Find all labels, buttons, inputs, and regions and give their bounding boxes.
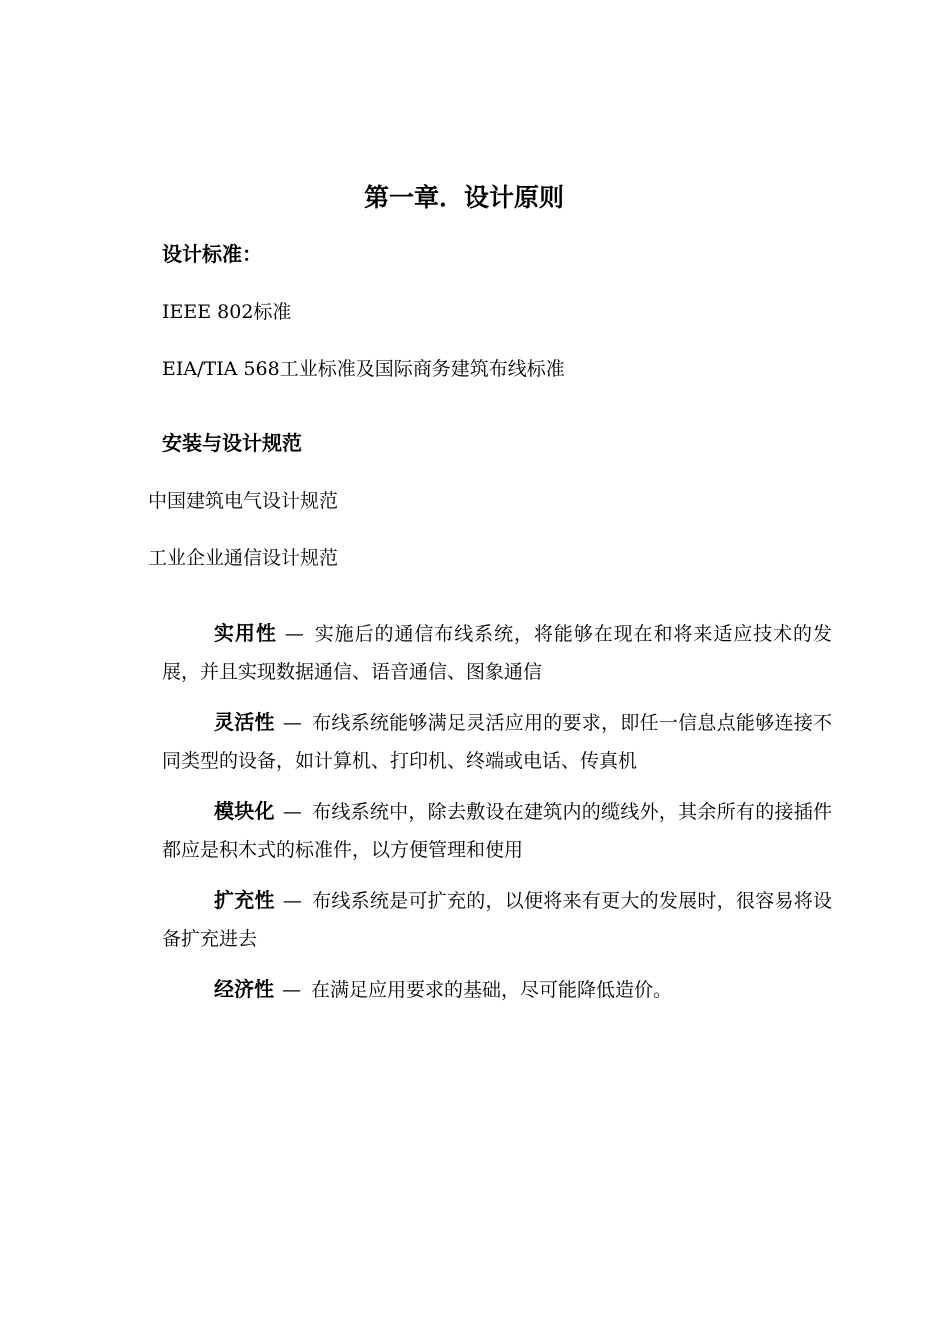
principle-text: 在满足应用要求的基础，尽可能降低造价。 (311, 979, 673, 1001)
principle-flexibility (162, 703, 832, 780)
principle-name: 实用性 (214, 621, 277, 645)
design-principles (162, 614, 832, 1021)
principle-text: 布线系统是可扩充的，以便将来有更大的发展时，很容易将设备扩充进去 (162, 890, 833, 950)
principle-name: 经济性 (214, 977, 274, 1001)
design-standards-heading: 设计标准： (162, 242, 262, 266)
principle-name: 模块化 (214, 799, 275, 823)
principle-economy (162, 970, 832, 1009)
principle-dash: — (282, 979, 301, 1001)
principle-modularity (162, 792, 832, 869)
principle-scalability (162, 881, 832, 958)
spec-item: 中国建筑电气设计规范 (148, 490, 339, 512)
principle-practicality (162, 614, 832, 691)
principle-name: 扩充性 (214, 888, 275, 912)
spec-item: 工业企业通信设计规范 (148, 547, 339, 569)
principle-dash: — (282, 890, 302, 912)
principle-dash: — (282, 712, 302, 734)
standard-item: EIA/TIA 568工业标准及国际商务建筑布线标准 (162, 358, 565, 380)
principle-dash: — (284, 623, 304, 645)
principle-text: 实施后的通信布线系统，将能够在现在和将来适应技术的发展，并且实现数据通信、语音通信、图象通信 (162, 623, 832, 683)
principle-text: 布线系统能够满足灵活应用的要求，即任一信息点能够连接不同类型的设备，如计算机、打印机、终端或电话、传真机 (162, 712, 833, 772)
principle-text: 布线系统中，除去敷设在建筑内的缆线外，其余所有的接插件都应是积木式的标准件，以方便管理和使用 (162, 801, 833, 861)
standard-item: IEEE 802标准 (162, 301, 292, 323)
principle-dash: — (282, 801, 302, 823)
chapter-title: 第一章．设计原则 (363, 183, 564, 212)
install-specs-heading: 安装与设计规范 (162, 431, 302, 455)
principle-name: 灵活性 (214, 710, 275, 734)
